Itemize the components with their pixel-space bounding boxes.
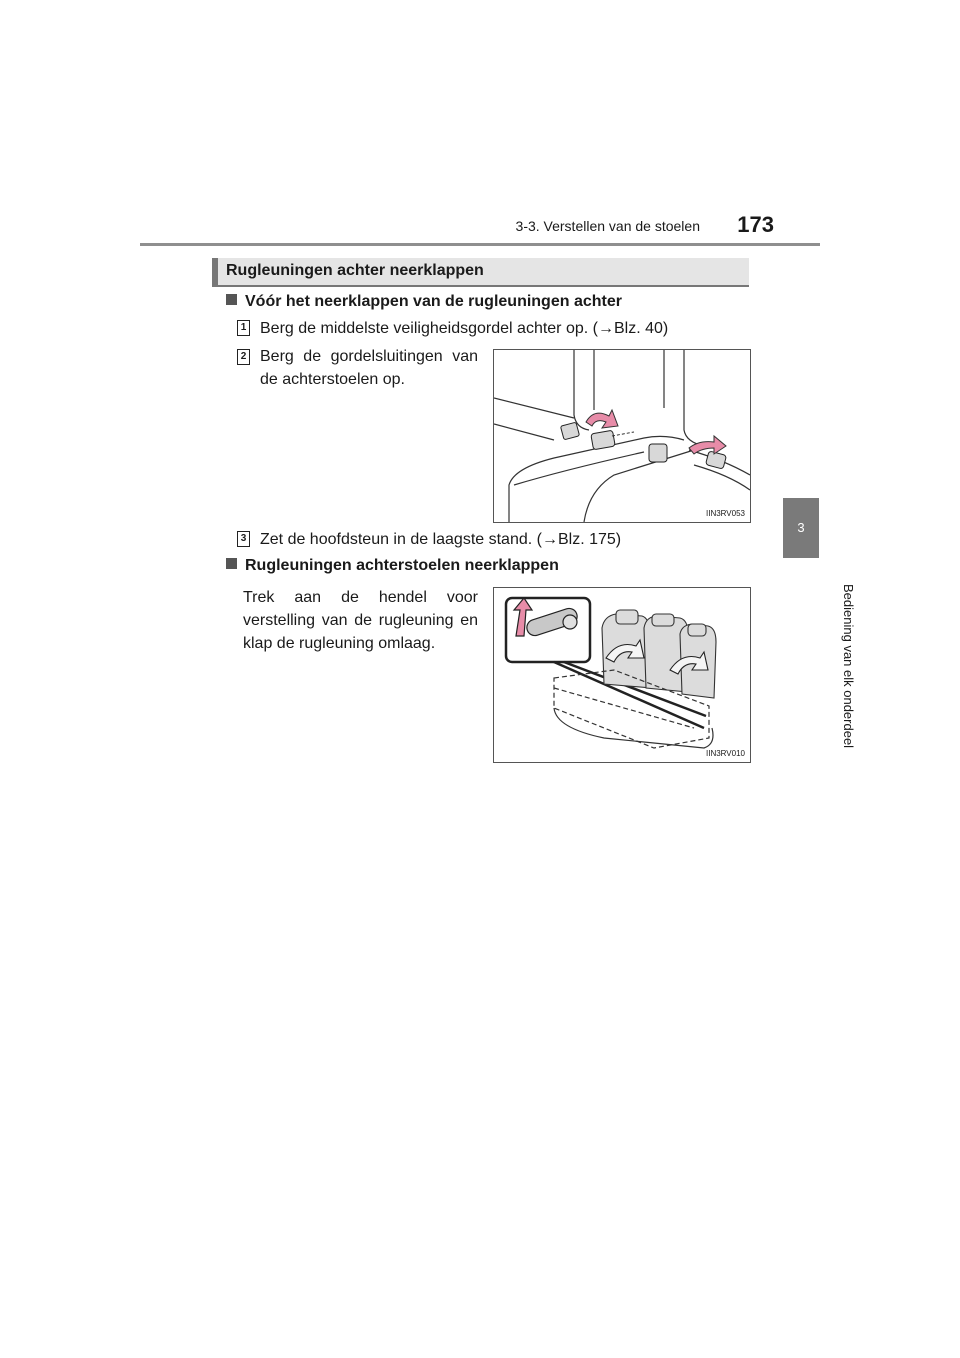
header-rule bbox=[140, 243, 820, 246]
fold-backrest-illustration bbox=[494, 588, 750, 762]
figure-code-1: IIN3RV053 bbox=[706, 509, 745, 518]
figure-fold-backrest bbox=[493, 587, 751, 763]
section-accent bbox=[212, 258, 218, 285]
square-bullet-icon bbox=[226, 294, 237, 305]
chapter-tab-label: Bediening van elk onderdeel bbox=[841, 584, 856, 749]
section-title-bar bbox=[212, 258, 749, 287]
step-2-badge: 2 bbox=[237, 349, 250, 365]
subheading-before-folding bbox=[226, 293, 622, 311]
fold-instruction-text: Trek aan de hendel voor verstelling van de rugleuning en klap de rugleuning omlaag. bbox=[243, 589, 478, 652]
subheading-fold-rear-backrests-text: Rugleuningen achterstoelen neerklappen bbox=[245, 557, 559, 574]
stow-arrow-icon bbox=[689, 436, 726, 454]
page-number: 173 bbox=[737, 212, 774, 237]
chapter-tab: 3 bbox=[783, 498, 819, 558]
seat-buckles-illustration bbox=[494, 350, 750, 522]
step-2-text: Berg de gordelsluitingen van de achterstoelen op. bbox=[260, 348, 478, 388]
step-1-badge: 1 bbox=[237, 320, 250, 336]
subheading-before-folding-text: Vóór het neerklappen van de rugleuningen achter bbox=[245, 293, 622, 310]
figure-code-2: IIN3RV010 bbox=[706, 749, 745, 758]
square-bullet-icon bbox=[226, 558, 237, 569]
step-3-text: Zet de hoofdsteun in de laagste stand. (→Blz. 175) bbox=[260, 531, 622, 548]
fold-arrow-icon bbox=[586, 410, 618, 428]
step-1-text: Berg de middelste veiligheidsgordel achter op. (→Blz. 40) bbox=[260, 320, 669, 337]
figure-stow-buckles bbox=[493, 349, 751, 523]
section-title: Rugleuningen achter neerklappen bbox=[226, 262, 484, 279]
subheading-fold-rear-backrests bbox=[226, 557, 559, 575]
step-3-badge: 3 bbox=[237, 531, 250, 547]
running-title: 3-3. Verstellen van de stoelen bbox=[515, 218, 700, 234]
